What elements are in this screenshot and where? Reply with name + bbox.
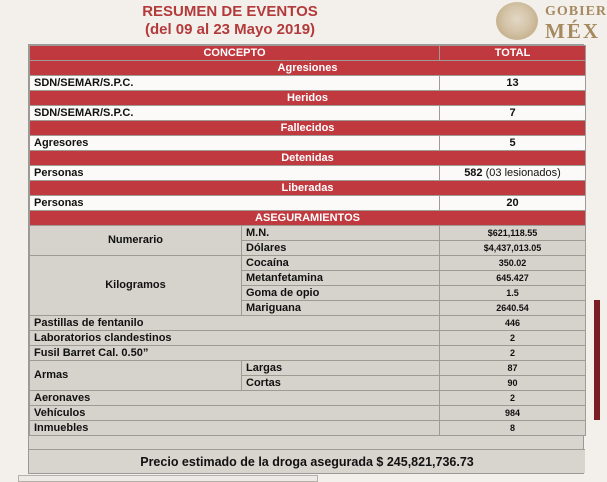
row-label: Agresores	[30, 136, 440, 151]
sub-label: Cocaína	[242, 256, 440, 271]
section-heading	[30, 91, 586, 106]
heading-agresiones: Agresiones	[30, 61, 586, 76]
table-row	[30, 391, 586, 406]
table-row	[30, 421, 586, 436]
heading-heridos: Heridos	[30, 91, 586, 106]
row-value	[440, 166, 586, 181]
row-label: Personas	[30, 196, 440, 211]
row-label: Laboratorios clandestinos	[30, 331, 440, 346]
table-row	[30, 346, 586, 361]
row-label: SDN/SEMAR/S.P.C.	[30, 106, 440, 121]
row-value: 446	[440, 316, 586, 331]
national-seal-icon	[496, 2, 538, 40]
sub-label: Cortas	[242, 376, 440, 391]
sub-label: Metanfetamina	[242, 271, 440, 286]
table-row	[30, 106, 586, 121]
sub-label: Mariguana	[242, 301, 440, 316]
table-row	[30, 196, 586, 211]
row-label: Personas	[30, 166, 440, 181]
detenidas-note: (03 lesionados)	[485, 166, 561, 179]
report-date-range: (del 09 al 23 Mayo 2019)	[144, 21, 316, 38]
row-value: 2	[440, 331, 586, 346]
table-row	[30, 406, 586, 421]
header-total: TOTAL	[440, 46, 586, 61]
section-heading	[30, 121, 586, 136]
header-concepto: CONCEPTO	[30, 46, 440, 61]
sub-value: $621,118.55	[440, 226, 586, 241]
sub-label: Goma de opio	[242, 286, 440, 301]
right-edge-bar	[594, 300, 600, 420]
row-value: 5	[440, 136, 586, 151]
table-row	[30, 76, 586, 91]
row-label: Fusil Barret Cal. 0.50”	[30, 346, 440, 361]
report-title-line1: RESUMEN DE EVENTOS	[142, 3, 318, 20]
heading-aseguramientos: ASEGURAMIENTOS	[30, 211, 586, 226]
bottom-caption-strip	[18, 475, 318, 482]
table-row	[30, 361, 586, 376]
row-value: 20	[440, 196, 586, 211]
sub-value: $4,437,013.05	[440, 241, 586, 256]
detenidas-value: 582	[464, 166, 483, 179]
table-header-row	[30, 46, 586, 61]
armas-label: Armas	[30, 361, 242, 391]
row-value: 13	[440, 76, 586, 91]
sub-label: Dólares	[242, 241, 440, 256]
table-row	[30, 316, 586, 331]
row-value: 2	[440, 346, 586, 361]
section-heading	[30, 181, 586, 196]
row-value: 8	[440, 421, 586, 436]
heading-fallecidos: Fallecidos	[30, 121, 586, 136]
estimated-price: Precio estimado de la droga asegurada $ 245,821,736.73	[29, 449, 585, 473]
table-row	[30, 166, 586, 181]
government-logo	[493, 0, 607, 44]
summary-sheet	[28, 44, 584, 474]
sub-value: 2640.54	[440, 301, 586, 316]
row-value: 7	[440, 106, 586, 121]
table-row	[30, 256, 586, 271]
numerario-label: Numerario	[30, 226, 242, 256]
table-row	[30, 331, 586, 346]
section-heading	[30, 211, 586, 226]
summary-table	[29, 45, 586, 436]
table-row	[30, 226, 586, 241]
row-value: 2	[440, 391, 586, 406]
row-label: Pastillas de fentanilo	[30, 316, 440, 331]
row-label: Inmuebles	[30, 421, 440, 436]
sub-label: Largas	[242, 361, 440, 376]
kilogramos-label: Kilogramos	[30, 256, 242, 316]
section-heading	[30, 151, 586, 166]
section-heading	[30, 61, 586, 76]
sub-value: 645.427	[440, 271, 586, 286]
sub-value: 87	[440, 361, 586, 376]
logo-country: MÉX	[545, 19, 600, 43]
sub-value: 350.02	[440, 256, 586, 271]
heading-detenidas: Detenidas	[30, 151, 586, 166]
table-row	[30, 136, 586, 151]
sub-value: 1.5	[440, 286, 586, 301]
row-value: 984	[440, 406, 586, 421]
heading-liberadas: Liberadas	[30, 181, 586, 196]
sub-label: M.N.	[242, 226, 440, 241]
row-label: Aeronaves	[30, 391, 440, 406]
logo-word: GOBIER	[545, 4, 607, 19]
report-title	[100, 3, 360, 39]
row-label: Vehículos	[30, 406, 440, 421]
row-label: SDN/SEMAR/S.P.C.	[30, 76, 440, 91]
sub-value: 90	[440, 376, 586, 391]
